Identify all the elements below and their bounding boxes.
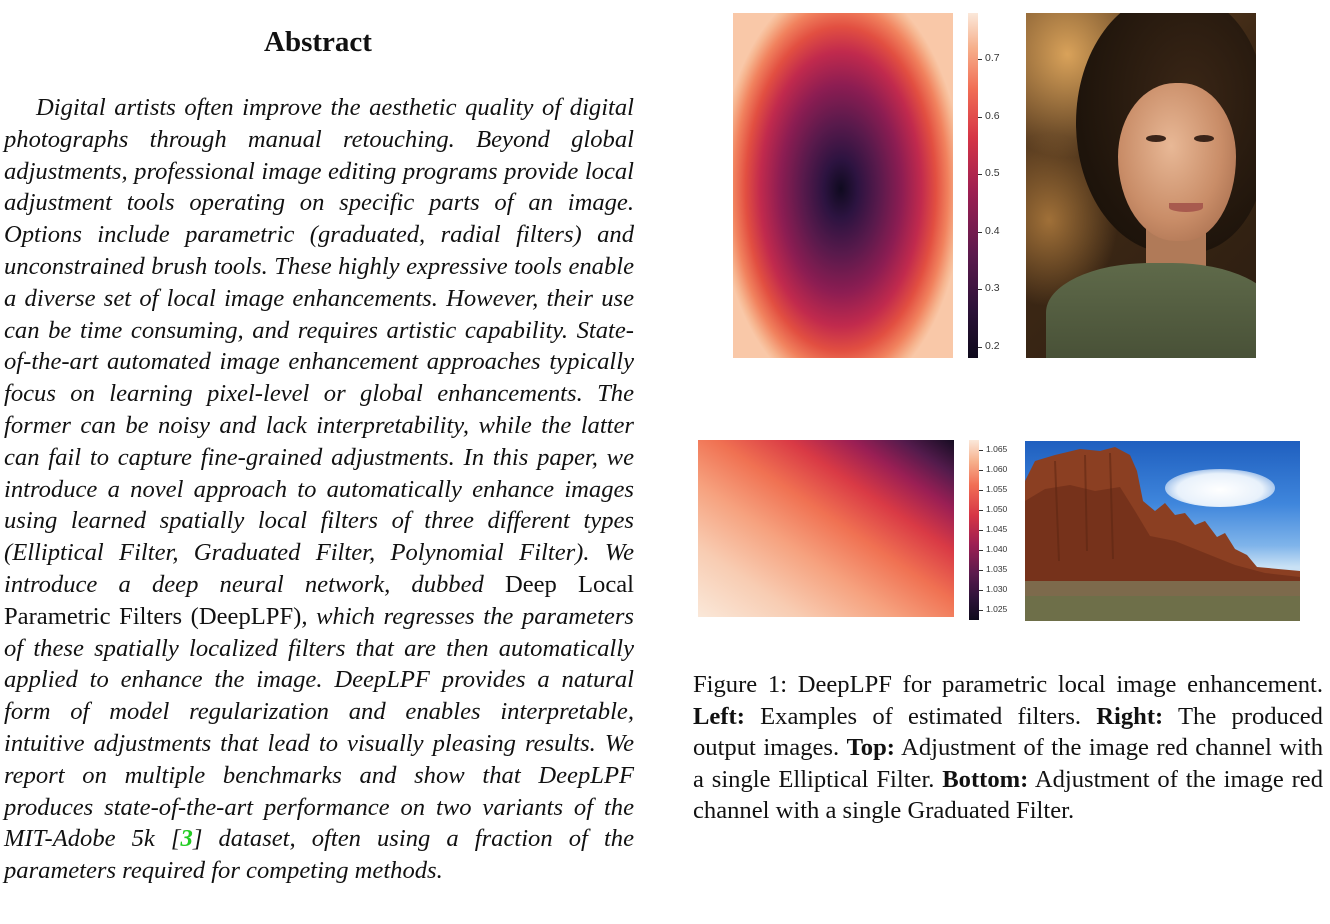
caption-top-text: Adjustment of the image red channel with a single Elliptical Filter. [693, 734, 1323, 793]
graduated-filter-colorbar [969, 440, 1019, 620]
portrait-eye-right [1194, 135, 1214, 142]
caption-top-label: Top: [846, 734, 895, 761]
colorbar-tick-label: 1.030 [986, 584, 1008, 594]
abstract-text-part2: , which regresses the parameters of these spatially localized filters that are then automatically applied to enhance the image. DeepLPF provides a natural form of model regularization and enables interpretable, intuitive adjustments that lead to visually pleasing results. We report on multiple benchmarks and show that DeepLPF produces state-of-the-art performance on two variants of the MIT-Adobe 5k [ [4, 602, 634, 853]
colorbar-tick-label: 1.065 [986, 444, 1008, 454]
abstract-paragraph [4, 92, 634, 887]
colorbar-tick-label: 0.5 [985, 167, 1000, 179]
colorbar-tick-label: 1.040 [986, 544, 1008, 554]
caption-bottom-label: Bottom: [942, 765, 1029, 793]
portrait-shirt [1046, 263, 1256, 358]
colorbar-gradient [969, 440, 979, 620]
caption-right-text: The produced output images. [693, 702, 1323, 761]
colorbar-tick-label: 1.050 [986, 504, 1008, 514]
colorbar-tick-label: 0.4 [985, 224, 1000, 237]
landscape-output-photo [1025, 441, 1300, 621]
colorbar-tick-label: 0.3 [985, 282, 1000, 294]
caption-left-text: Examples of estimated filters. [744, 702, 1097, 730]
abstract-text-part1: Digital artists often improve the aesthetic quality of digital photographs through manual retouching. Beyond global adjustments, professional image editing programs provide local adjustment tools operating on specific parts of an image. Options include parametric (graduated, radial filters) and unconstrained brush tools. These highly expressive tools enable a diverse set of local image enhancements. However, their use can be time consuming, and requires artistic capability. State-of-the-art automated image enhancement approaches typically focus on learning pixel-level or global enhancements. The former can be noisy and lack interpretability, while the latter can fail to capture fine-grained adjustments. In this paper, we introduce a novel approach to automatically enhance images using learned spatially local filters of three different types (Elliptical Filter, Graduated Filter, Polynomial Filter). We introduce a deep neural network, dubbed [4, 94, 634, 598]
colorbar-tick-label: 1.045 [986, 524, 1008, 534]
colorbar-tick-label: 1.060 [986, 464, 1008, 474]
caption-label: Figure 1: [693, 671, 788, 698]
portrait-face [1118, 83, 1236, 241]
citation-link[interactable]: 3 [180, 825, 193, 853]
colorbar-tick-label: 1.035 [986, 564, 1008, 574]
elliptical-filter-colorbar [968, 13, 1008, 358]
portrait-mouth [1169, 203, 1203, 212]
colorbar-tick-label: 0.7 [985, 52, 1000, 64]
colorbar-tick-label: 0.2 [985, 339, 1000, 352]
colorbar-tick-label: 1.055 [986, 484, 1008, 494]
graduated-filter-heatmap [698, 440, 954, 617]
figure-caption [693, 669, 1323, 827]
colorbar-gradient [968, 13, 978, 358]
portrait-eye-left [1146, 135, 1166, 142]
elliptical-filter-heatmap [733, 13, 953, 358]
abstract-text-part3: ] dataset, often using a fraction of the parameters required for competing methods. [4, 825, 634, 885]
abstract-body [4, 92, 634, 887]
portrait-output-photo [1026, 13, 1256, 358]
colorbar-tick-label: 0.6 [985, 109, 1000, 122]
caption-bottom-text: Adjustment of the image red channel with a single Graduated Filter. [693, 765, 1323, 824]
model-name: Deep Local Parametric Filters (DeepLPF) [4, 570, 634, 630]
caption-right-label: Right: [1096, 702, 1164, 730]
caption-left-label: Left: [693, 702, 745, 730]
landscape-butte [1025, 441, 1300, 621]
colorbar-tick-label: 1.025 [986, 604, 1008, 614]
abstract-heading: Abstract [264, 26, 372, 58]
caption-text: DeepLPF for parametric local image enhancement. [787, 671, 1323, 698]
